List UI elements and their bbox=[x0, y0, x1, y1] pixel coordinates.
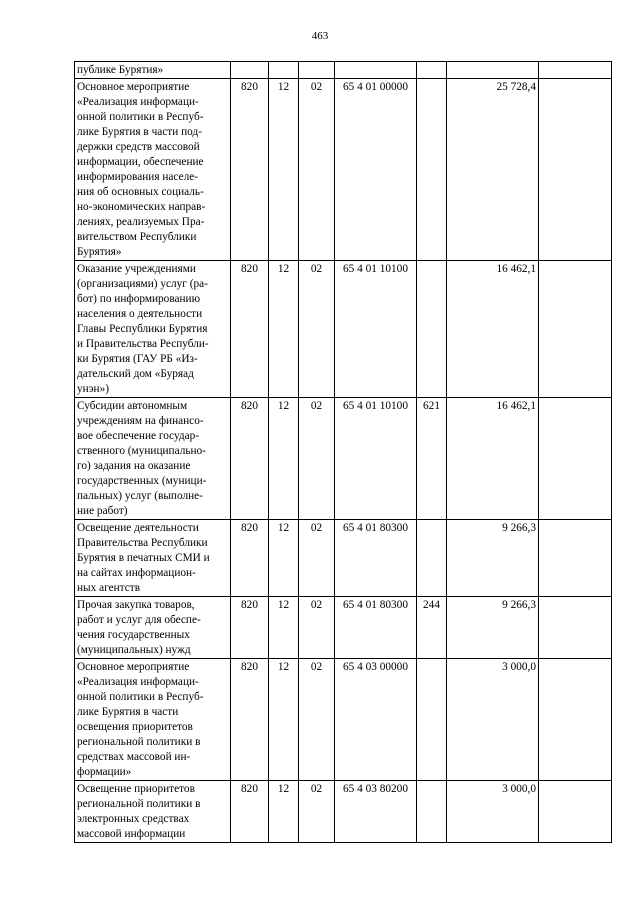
row-name-line: Прочая закупка товаров, bbox=[77, 599, 195, 611]
cell-csr: 65 4 01 80300 bbox=[335, 597, 417, 659]
cell-extra bbox=[539, 261, 612, 398]
cell-extra bbox=[539, 79, 612, 261]
row-name-line: государственных (муници- bbox=[77, 475, 207, 487]
cell-pr: 02 bbox=[299, 261, 335, 398]
cell-rz bbox=[269, 62, 299, 79]
cell-sum: 9 266,3 bbox=[447, 520, 539, 597]
table-row bbox=[75, 62, 612, 79]
cell-rz: 12 bbox=[269, 398, 299, 520]
cell-csr: 65 4 03 00000 bbox=[335, 659, 417, 781]
row-name-line: освещения приоритетов bbox=[77, 721, 193, 733]
row-name-line: онной политики в Респуб- bbox=[77, 111, 204, 123]
row-name bbox=[75, 79, 231, 261]
cell-rz: 12 bbox=[269, 597, 299, 659]
row-name-line: лике Бурятия в части bbox=[77, 706, 179, 718]
cell-vr bbox=[417, 62, 447, 79]
cell-sum: 9 266,3 bbox=[447, 597, 539, 659]
row-name-line: средствах массовой ин- bbox=[77, 751, 191, 763]
row-name-line: формации» bbox=[77, 766, 132, 778]
row-name-line: ных агентств bbox=[77, 582, 141, 594]
row-name-line: работ и услуг для обеспе- bbox=[77, 614, 201, 626]
row-name-line: электронных средствах bbox=[77, 813, 190, 825]
cell-sum: 25 728,4 bbox=[447, 79, 539, 261]
row-name-line: держки средств массовой bbox=[77, 141, 200, 153]
cell-csr: 65 4 01 10100 bbox=[335, 398, 417, 520]
cell-pr: 02 bbox=[299, 781, 335, 843]
row-name-line: Оказание учреждениями bbox=[77, 263, 196, 275]
row-name-line: (организациями) услуг (ра- bbox=[77, 278, 208, 290]
row-name-line: Основное мероприятие bbox=[77, 661, 190, 673]
cell-rz: 12 bbox=[269, 659, 299, 781]
row-name bbox=[75, 261, 231, 398]
row-name-line: учреждениям на финансо- bbox=[77, 415, 204, 427]
cell-gr: 820 bbox=[231, 398, 269, 520]
cell-vr bbox=[417, 659, 447, 781]
row-name-line: вое обеспечение государ- bbox=[77, 430, 200, 442]
row-name-line: на сайтах информацион- bbox=[77, 567, 196, 579]
row-name-line: лениях, реализуемых Пра- bbox=[77, 216, 205, 228]
row-name-line: онной политики в Респуб- bbox=[77, 691, 204, 703]
cell-csr: 65 4 01 80300 bbox=[335, 520, 417, 597]
row-name-line: ния об основных социаль- bbox=[77, 186, 204, 198]
cell-sum: 16 462,1 bbox=[447, 261, 539, 398]
cell-gr: 820 bbox=[231, 597, 269, 659]
cell-rz: 12 bbox=[269, 781, 299, 843]
cell-gr: 820 bbox=[231, 659, 269, 781]
cell-extra bbox=[539, 398, 612, 520]
table-row bbox=[75, 597, 612, 659]
cell-extra bbox=[539, 597, 612, 659]
row-name-line: населения о деятельности bbox=[77, 308, 203, 320]
row-name bbox=[75, 597, 231, 659]
cell-gr: 820 bbox=[231, 261, 269, 398]
row-name-line: дательский дом «Буряад bbox=[77, 368, 194, 380]
row-name-line: региональной политики в bbox=[77, 798, 201, 810]
cell-sum: 16 462,1 bbox=[447, 398, 539, 520]
cell-gr: 820 bbox=[231, 79, 269, 261]
cell-vr bbox=[417, 520, 447, 597]
row-name-line: «Реализация информаци- bbox=[77, 676, 199, 688]
cell-vr: 621 bbox=[417, 398, 447, 520]
budget-table bbox=[74, 61, 612, 843]
cell-pr bbox=[299, 62, 335, 79]
row-name-line: информации, обеспечение bbox=[77, 156, 204, 168]
cell-sum: 3 000,0 bbox=[447, 659, 539, 781]
row-name-line: го) задания на оказание bbox=[77, 460, 191, 472]
row-name-line: унэн») bbox=[77, 383, 109, 395]
cell-csr: 65 4 03 80200 bbox=[335, 781, 417, 843]
cell-rz: 12 bbox=[269, 261, 299, 398]
cell-extra bbox=[539, 659, 612, 781]
cell-vr: 244 bbox=[417, 597, 447, 659]
cell-csr bbox=[335, 62, 417, 79]
cell-gr bbox=[231, 62, 269, 79]
table-row bbox=[75, 520, 612, 597]
row-name bbox=[75, 520, 231, 597]
row-name-line: региональной политики в bbox=[77, 736, 201, 748]
table-row bbox=[75, 261, 612, 398]
cell-pr: 02 bbox=[299, 597, 335, 659]
cell-rz: 12 bbox=[269, 79, 299, 261]
row-name-line: и Правительства Республи- bbox=[77, 338, 209, 350]
cell-vr bbox=[417, 79, 447, 261]
cell-csr: 65 4 01 10100 bbox=[335, 261, 417, 398]
cell-vr bbox=[417, 261, 447, 398]
row-name-line: Главы Республики Бурятия bbox=[77, 323, 208, 335]
row-name-line: Основное мероприятие bbox=[77, 81, 190, 93]
row-name-line: «Реализация информаци- bbox=[77, 96, 199, 108]
row-name-line: бот) по информированию bbox=[77, 293, 201, 305]
cell-vr bbox=[417, 781, 447, 843]
row-name bbox=[75, 398, 231, 520]
row-name bbox=[75, 781, 231, 843]
page-number: 463 bbox=[311, 30, 329, 42]
cell-csr: 65 4 01 00000 bbox=[335, 79, 417, 261]
row-name-line: ки Бурятия (ГАУ РБ «Из- bbox=[77, 353, 198, 365]
cell-pr: 02 bbox=[299, 79, 335, 261]
cell-extra bbox=[539, 520, 612, 597]
row-name-line: Освещение приоритетов bbox=[77, 783, 195, 795]
row-name-line: информирования населе- bbox=[77, 171, 198, 183]
row-name-line: массовой информации bbox=[77, 828, 186, 840]
cell-pr: 02 bbox=[299, 520, 335, 597]
row-name-line: но-экономических направ- bbox=[77, 201, 206, 213]
cell-extra bbox=[539, 781, 612, 843]
table-row bbox=[75, 659, 612, 781]
cell-gr: 820 bbox=[231, 781, 269, 843]
cell-gr: 820 bbox=[231, 520, 269, 597]
row-name-line: Бурятия в печатных СМИ и bbox=[77, 552, 210, 564]
row-name-line: ние работ) bbox=[77, 505, 128, 517]
row-name-line: чения государственных bbox=[77, 629, 190, 641]
row-name-line: пальных) услуг (выполне- bbox=[77, 490, 203, 502]
cell-rz: 12 bbox=[269, 520, 299, 597]
row-name-line: (муниципальных) нужд bbox=[77, 644, 191, 656]
row-name-line: ственного (муниципально- bbox=[77, 445, 206, 457]
row-name-line: Освещение деятельности bbox=[77, 522, 199, 534]
cell-sum bbox=[447, 62, 539, 79]
table-row bbox=[75, 398, 612, 520]
cell-extra bbox=[539, 62, 612, 79]
cell-pr: 02 bbox=[299, 398, 335, 520]
row-name bbox=[75, 62, 231, 79]
row-name-line: лике Бурятия в части под- bbox=[77, 126, 202, 138]
cell-sum: 3 000,0 bbox=[447, 781, 539, 843]
table-row bbox=[75, 781, 612, 843]
row-name bbox=[75, 659, 231, 781]
row-name-line: Субсидии автономным bbox=[77, 400, 188, 412]
row-name-line: Бурятия» bbox=[77, 246, 122, 258]
table-row bbox=[75, 79, 612, 261]
row-name-line: Правительства Республики bbox=[77, 537, 208, 549]
row-name-line: публике Бурятия» bbox=[77, 64, 164, 76]
cell-pr: 02 bbox=[299, 659, 335, 781]
row-name-line: вительством Республики bbox=[77, 231, 197, 243]
